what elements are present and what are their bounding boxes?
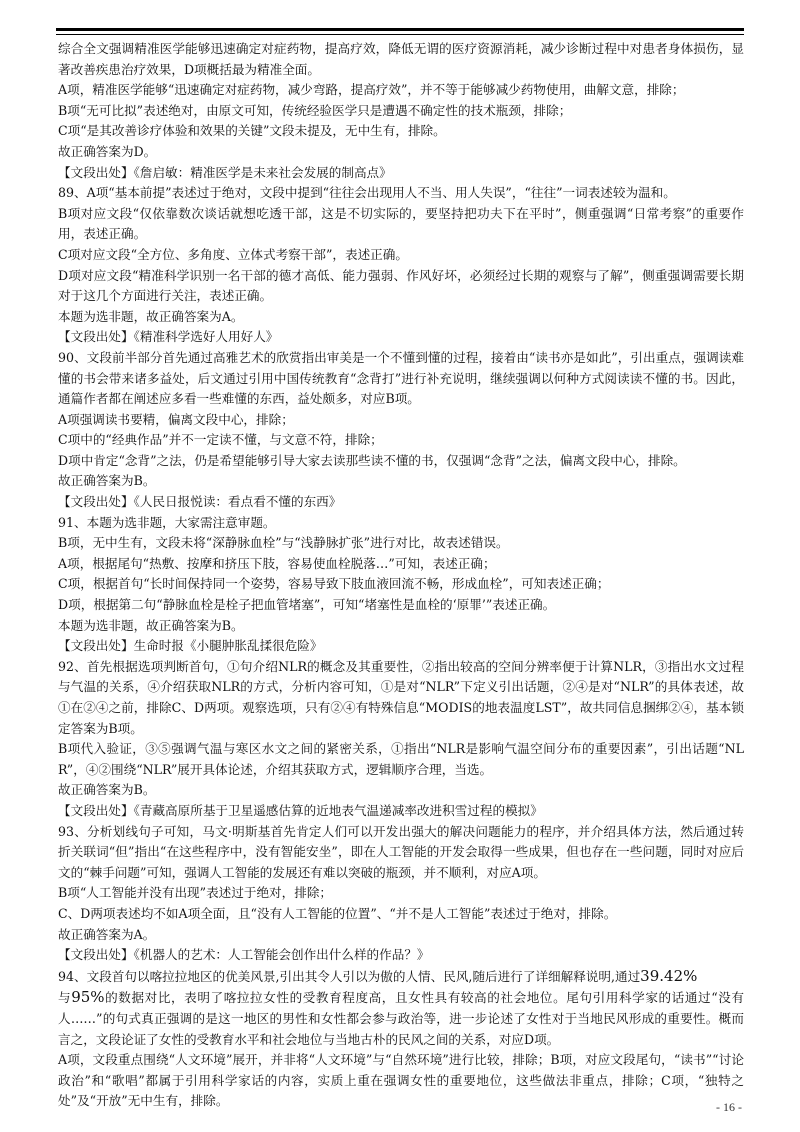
paragraph: C项对应文段“全方位、多角度、立体式考察干部”，表述正确。 (58, 246, 408, 262)
paragraph: 故正确答案为B。 (58, 473, 156, 489)
paragraph: 91、本题为选非题，大家需注意审题。 (58, 514, 276, 530)
paragraph: A项，根据尾句“热敷、按摩和挤压下肢，容易使血栓脱落…”可知，表述正确； (58, 555, 496, 571)
page-number: - 16 - (716, 1100, 742, 1114)
paragraph-94 (58, 966, 744, 1050)
paragraph: B项代入验证，③⑤强调气温与寒区水文之间的紧密关系，①指出“NLR是影响气温空间分布的重要因素”，引出话题“NLR”，④②围绕“NLR”展开具体论述，介绍其获取方式，逻辑顺序合理，当选。 (58, 741, 744, 777)
paragraph: A项，精准医学能够“迅速确定对症药物，减少弯路，提高疗效”，并不等于能够减少药物使用，曲解文意，排除； (58, 82, 685, 98)
source-citation: 【文段出处】《詹启敏：精准医学是未来社会发展的制高点》 (58, 164, 392, 180)
paragraph: D项对应文段“精准科学识别一名干部的德才高低、能力强弱、作风好坏，必须经过长期的观察与了解”，侧重强调需要长期对于这几个方面进行关注，表述正确。 (58, 267, 744, 304)
paragraph: 93、分析划线句子可知，马文·明斯基首先肯定人们可以开发出强大的解决问题能力的程序，并介绍具体方法，然后通过转折关联词“但”指出“在这些程序中，没有智能安坐”，即在人工智能的开发会取得一些成果，但也存在一些问题，同时对应后文的“棘手问题”可知，强调人工智能的发展还有难以突破的瓶颈，并不顺利，对应A项。 (58, 823, 744, 880)
header-rule (56, 28, 744, 31)
paragraph: B项“无可比拟”表述绝对，由原文可知，传统经验医学只是遭遇不确定性的技术瓶颈，排除； (58, 102, 572, 118)
source-citation: 【文段出处】生命时报《小腿肿胀乱揉很危险》 (58, 638, 323, 654)
percent-value: 39.42% (640, 966, 698, 985)
paragraph: C项中的“经典作品”并不一定读不懂，与文意不符，排除； (58, 432, 383, 448)
header-rule-thin (56, 34, 744, 35)
paragraph: A项强调读书要精，偏离文段中心，排除； (58, 411, 294, 427)
paragraph: 本题为选非题，故正确答案为B。 (58, 617, 244, 633)
paragraph: B项“人工智能并没有出现”表述过于绝对，排除； (58, 885, 333, 901)
paragraph: 89、A项“基本前提”表述过于绝对，文段中提到“往往会出现用人不当、用人失误”，“往往”一词表述较为温和。 (58, 185, 676, 201)
paragraph: C项，根据首句“长时间保持同一个姿势，容易导致下肢血液回流不畅，形成血栓”，可知表述正确； (58, 576, 610, 592)
source-citation: 【文段出处】《人民日报悦读：看点看不懂的东西》 (58, 494, 342, 510)
paragraph: A项，文段重点围绕“人文环境”展开，并非将“人文环境”与“自然环境”进行比较，排除；B项，对应文段尾句，“读书”“讨论政治”和“歌唱”都属于引用科学家话的内容，实质上重在强调女性的重要地位，这些做法非重点，排除；C项，“独特之处”及“开放”无中生有，排除。 (58, 1052, 744, 1109)
paragraph-94-part1: 94、文段首句以喀拉拉地区的优美风景,引出其令人引以为傲的人情、民风,随后进行了详细解释说明,通过 (58, 968, 641, 984)
paragraph-94-part2: 的数据对比，表明了喀拉拉女性的受教育程度高，且女性具有较高的社会地位。尾句引用科学家的话通过“没有人……”的句式真正强调的是这一地区的男性和女性都会参与政治等，进一步论述了女性对于当地民风形成的重要性。概而言之，文段论证了女性的受教育水平和社会地位与当地古朴的民风之间的关系，对应D项。 (58, 990, 744, 1047)
source-citation: 【文段出处】《精准科学选好人用好人》 (58, 329, 279, 345)
paragraph: D项中肯定“念背”之法，仍是希望能够引导大家去读那些读不懂的书，仅强调“念背”之法，偏离文段中心，排除。 (58, 452, 686, 468)
paragraph: B项，无中生有，文段未将“深静脉血栓”与“浅静脉扩张”进行对比，故表述错误。 (58, 535, 509, 551)
source-citation: 【文段出处】《机器人的艺术：人工智能会创作出什么样的作品？》 (58, 947, 430, 963)
paragraph: 90、文段前半部分首先通过高雅艺术的欣赏指出审美是一个不懂到懂的过程，接着由“读书亦是如此”，引出重点，强调读难懂的书会带来诸多益处，后文通过引用中国传统教育“念背打”进行补充说明，继续强调以何种方式阅读读不懂的书。因此，通篇作者都在阐述应多看一些难懂的东西，益处颇多，对应B项。 (58, 349, 744, 407)
paragraph: 故正确答案为B。 (58, 782, 156, 798)
paragraph: 92、首先根据选项判断首句，①句介绍NLR的概念及其重要性，②指出较高的空间分辨率便于计算NLR，③指出水文过程与气温的关系，④介绍获取NLR的方式，分析内容可知，①是对“NLR”下定义引出话题，②④是对“NLR”的具体表述，故①在②④之前，排除C、D两项。观察选项，只有②④有特殊信息“MODIS的地表温度LST”，故共同信息捆绑②④，基本锁定答案为B项。 (58, 658, 744, 736)
paragraph: 故正确答案为A。 (58, 926, 156, 942)
paragraph: 综合全文强调精准医学能够迅速确定对症药物，提高疗效，降低无谓的医疗资源消耗，减少诊断过程中对患者身体损伤，显著改善疾患治疗效果，D项概括最为精准全面。 (58, 41, 744, 77)
paragraph-94-connector: 与 (58, 990, 72, 1006)
paragraph: B项对应文段“仅依靠数次谈话就想吃透干部，这是不切实际的，要坚持把功夫下在平时”，侧重强调“日常考察”的重要作用，表述正确。 (58, 205, 744, 242)
paragraph: 本题为选非题，故正确答案为A。 (58, 308, 244, 324)
percent-value: 95% (71, 988, 105, 1007)
paragraph: 故正确答案为D。 (58, 143, 157, 159)
paragraph: D项，根据第二句“静脉血栓是栓子把血管堵塞”，可知“堵塞性是血栓的‘原罪’”表述正确。 (58, 597, 556, 613)
source-citation: 【文段出处】《青藏高原所基于卫星遥感估算的近地表气温递减率改进积雪过程的模拟》 (58, 802, 543, 818)
paragraph: C项“是其改善诊疗体验和效果的关键”文段未提及，无中生有，排除。 (58, 123, 446, 139)
page-content (58, 39, 744, 1112)
paragraph: C、D两项表述均不如A项全面，且“没有人工智能的位置”、“并不是人工智能”表述过于绝对，排除。 (58, 905, 617, 921)
